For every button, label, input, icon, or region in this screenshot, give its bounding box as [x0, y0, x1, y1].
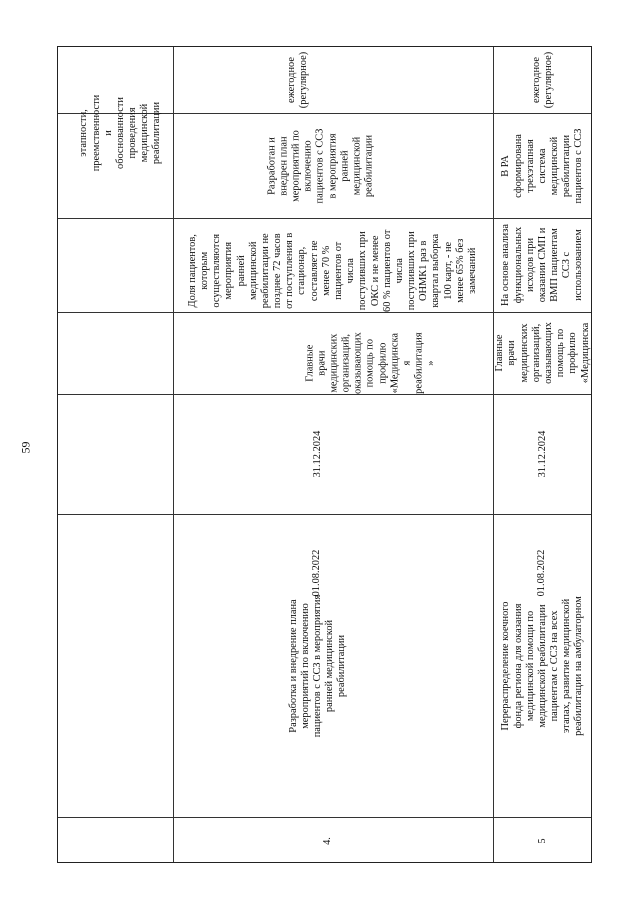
row4-measure-cell: Разработка и внедрение плана мероприятий по включению пациентов с ССЗ в мероприятия ранней медицинской реабилитации — [287, 594, 348, 737]
row5-number-cell: 5 — [536, 837, 548, 844]
row-divider-top — [173, 47, 174, 862]
row5-responsible-cell: Главные врачи медицинских организаций, оказывающих помощь по профилю «Медицинска — [494, 322, 591, 384]
row4-end-date-cell: 31.12.2024 — [311, 430, 323, 478]
prev-result-cell — [68, 47, 173, 218]
prev-result-text: этапности, преемственности и обоснованности проведения медицинской реабилитации — [77, 94, 162, 171]
row5-result-cell: В РА сформирована трехэтапная система медицинской реабилитации пациентов с ССЗ — [500, 128, 585, 203]
row5-indicator-cell: На основе анализа функциональных исходов при оказании СМП и ВМП пациентам ССЗ с использованием — [500, 224, 585, 306]
row5-measure-cell: Перераспределение коечного фонда региона для оказания медицинской помощи по медицинской реабилитации пациентам с ССЗ на всех этапах, развитие медицинской реабилитации на амбулаторном — [500, 595, 585, 736]
row4-indicator-cell: Доля пациентов, которым осуществляются мероприятия ранней медицинской реабилитации не позднее 72 часов от поступления в стационар, составляет не менее 70 % пациентов от числа поступивших при ОКС и не менее 60 % пациентов от числа поступивших при ОНМК1 раз в квартал выборка 100 карт, - не менее 65% без замечаний — [186, 229, 478, 312]
row4-result-cell: Разработан и внедрен план мероприятий по включению пациентов с ССЗ в мероприятия ранней медицинской реабилитации — [265, 128, 375, 203]
page-number: 59 — [18, 441, 33, 454]
row4-responsible-cell: Главные врачи медицинских организаций, оказывающих помощь по профилю «Медицинска я реабилитация » — [303, 332, 437, 394]
row4-period-cell: ежегодное (регулярное) — [285, 51, 309, 109]
row5-period-cell: ежегодное (регулярное) — [530, 51, 554, 109]
row4-start-date-cell: 01.08.2022 — [310, 549, 322, 597]
measures-table — [57, 46, 592, 863]
row5-end-date-cell: 31.12.2024 — [536, 430, 548, 478]
row5-start-date-cell: 01.08.2022 — [535, 549, 547, 597]
row4-number-cell: 4. — [321, 836, 333, 845]
